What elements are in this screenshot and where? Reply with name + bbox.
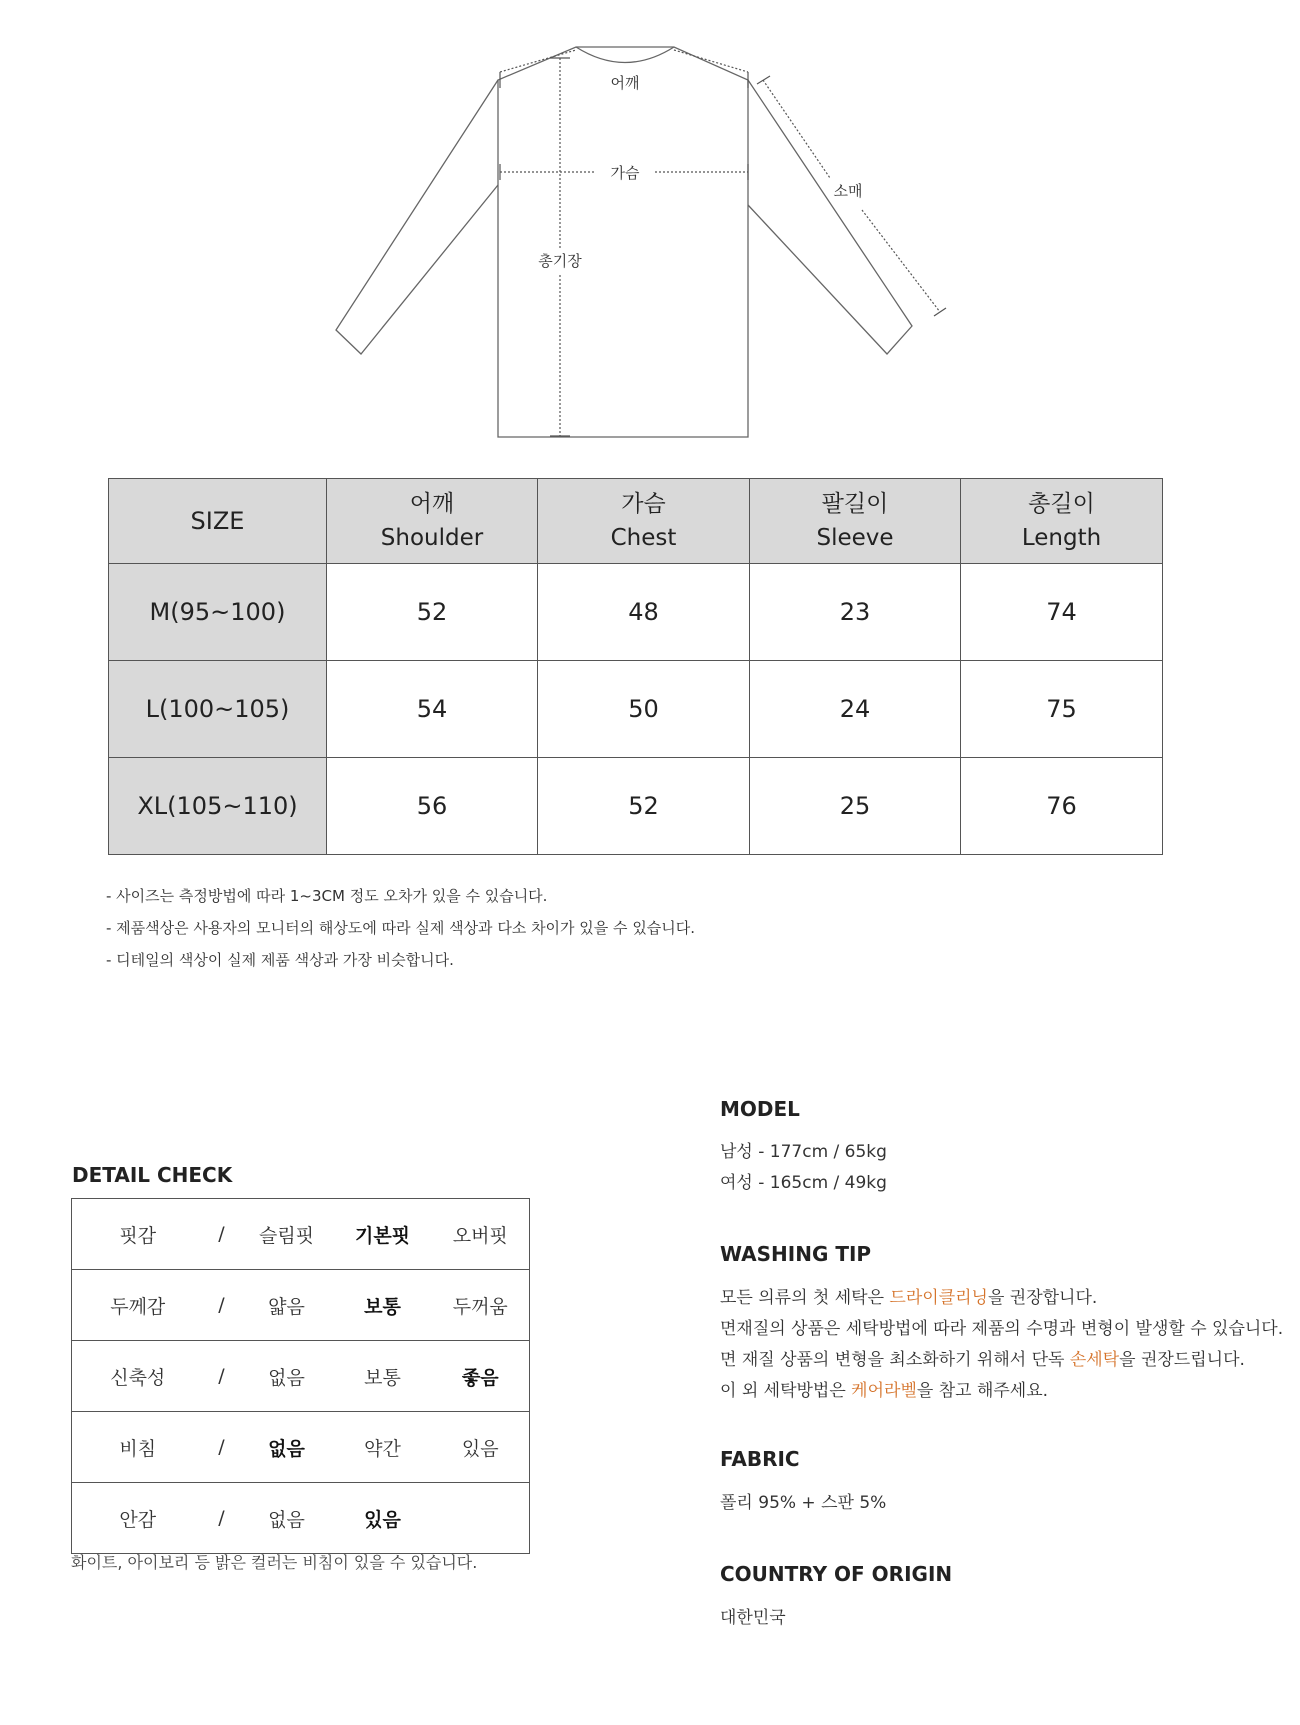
detail-check-note: 화이트, 아이보리 등 밝은 컬러는 비침이 있을 수 있습니다. (71, 1553, 478, 1572)
length-cell: 74 (961, 564, 1163, 661)
washing-line-1 (720, 1283, 1283, 1314)
model-female: 여성 - 165cm / 49kg (720, 1173, 887, 1193)
chest-dim-label: 가슴 (610, 164, 640, 182)
header-length (961, 479, 1163, 564)
detail-option-selected: 있음 (364, 1508, 401, 1531)
detail-row-thickness (72, 1270, 530, 1341)
detail-label: 비침 (72, 1412, 204, 1483)
detail-option: 슬림핏 (240, 1199, 334, 1270)
detail-option-selected: 좋음 (432, 1341, 530, 1412)
washing-line-3-text: 면 재질 상품의 변형을 최소화하기 위해서 단독 (720, 1350, 1070, 1370)
washing-line-1-suffix: 을 권장합니다. (987, 1288, 1098, 1308)
header-length-en: Length (1021, 525, 1102, 551)
header-shoulder-en: Shoulder (380, 525, 484, 551)
header-chest (538, 479, 750, 564)
detail-row-lining (72, 1483, 530, 1554)
model-title: MODEL (720, 1097, 800, 1121)
detail-option-selected: 없음 (240, 1412, 334, 1483)
size-note-1: - 사이즈는 측정방법에 따라 1~3CM 정도 오차가 있을 수 있습니다. (106, 887, 548, 905)
detail-option: 보통 (334, 1341, 432, 1412)
table-row (109, 564, 1163, 661)
chest-cell: 50 (538, 661, 750, 758)
washing-highlight-dryclean: 드라이클리닝 (889, 1288, 988, 1308)
length-dim-label: 총기장 (538, 252, 582, 270)
origin-text: 대한민국 (720, 1608, 786, 1628)
fabric-text: 폴리 95% + 스판 5% (720, 1493, 887, 1513)
garment-outline-svg (0, 0, 1300, 460)
detail-row-sheer (72, 1412, 530, 1483)
size-table (108, 478, 1163, 855)
washing-line-3 (720, 1345, 1283, 1376)
header-shoulder-ko: 어깨 (409, 491, 455, 517)
garment-diagram (0, 0, 1300, 460)
table-row (109, 661, 1163, 758)
shoulder-dim-label: 어깨 (610, 74, 640, 92)
detail-option: 있음 (432, 1412, 530, 1483)
detail-option: 없음 (240, 1341, 334, 1412)
detail-option: 얇음 (240, 1270, 334, 1341)
detail-option: 두꺼움 (432, 1270, 530, 1341)
detail-option: 없음 (268, 1508, 305, 1531)
washing-highlight-carelabel: 케어라벨 (851, 1381, 917, 1401)
table-row (109, 758, 1163, 855)
header-sleeve (750, 479, 961, 564)
shoulder-cell: 52 (327, 564, 538, 661)
washing-line-1-text: 모든 의류의 첫 세탁은 (720, 1288, 890, 1308)
washing-line-2: 면재질의 상품은 세탁방법에 따라 제품의 수명과 변형이 발생할 수 있습니다. (720, 1319, 1284, 1339)
detail-option: 약간 (334, 1412, 432, 1483)
detail-separator: / (204, 1270, 240, 1341)
detail-row-fit (72, 1199, 530, 1270)
header-sleeve-ko: 팔길이 (821, 491, 889, 517)
header-shoulder (327, 479, 538, 564)
washing-info (720, 1283, 1283, 1407)
header-size: SIZE (109, 479, 327, 564)
chest-cell: 52 (538, 758, 750, 855)
detail-option-selected: 기본핏 (334, 1199, 432, 1270)
detail-label: 안감 (119, 1508, 157, 1531)
detail-separator: / (218, 1507, 225, 1529)
size-notes (106, 880, 695, 976)
detail-label: 핏감 (72, 1199, 204, 1270)
detail-label: 두께감 (72, 1270, 204, 1341)
header-chest-en: Chest (610, 525, 677, 551)
size-note-2: - 제품색상은 사용자의 모니터의 해상도에 따라 실제 색상과 다소 차이가 있을 수 있습니다. (106, 919, 696, 937)
header-chest-ko: 가슴 (621, 491, 666, 517)
detail-option-selected: 보통 (334, 1270, 432, 1341)
detail-separator: / (204, 1199, 240, 1270)
detail-option: 오버핏 (432, 1199, 530, 1270)
header-length-ko: 총길이 (1028, 491, 1095, 517)
header-sleeve-en: Sleeve (816, 525, 894, 551)
shoulder-cell: 56 (327, 758, 538, 855)
length-cell: 75 (961, 661, 1163, 758)
detail-separator: / (204, 1341, 240, 1412)
washing-line-4-suffix: 을 참고 해주세요. (916, 1381, 1049, 1401)
origin-title: COUNTRY OF ORIGIN (720, 1562, 953, 1586)
detail-check-title: DETAIL CHECK (72, 1163, 233, 1187)
detail-label: 신축성 (72, 1341, 204, 1412)
washing-line-4-text: 이 외 세탁방법은 (720, 1381, 852, 1401)
fabric-title: FABRIC (720, 1447, 800, 1471)
detail-row-stretch (72, 1341, 530, 1412)
sleeve-cell: 24 (750, 661, 961, 758)
size-cell: L(100~105) (109, 661, 327, 758)
size-cell: M(95~100) (109, 564, 327, 661)
size-table-header-row (109, 479, 1163, 564)
sleeve-dim-label: 소매 (833, 182, 863, 200)
model-info (720, 1137, 887, 1199)
size-cell: XL(105~110) (109, 758, 327, 855)
sleeve-cell: 25 (750, 758, 961, 855)
washing-line-4 (720, 1376, 1283, 1407)
shoulder-cell: 54 (327, 661, 538, 758)
washing-line-3-suffix: 을 권장드립니다. (1119, 1350, 1245, 1370)
washing-title: WASHING TIP (720, 1242, 872, 1266)
model-male: 남성 - 177cm / 65kg (720, 1142, 887, 1162)
size-note-3: - 디테일의 색상이 실제 제품 색상과 가장 비슷합니다. (106, 951, 454, 969)
sleeve-cell: 23 (750, 564, 961, 661)
detail-check-table (71, 1198, 530, 1554)
washing-highlight-handwash: 손세탁 (1069, 1350, 1120, 1370)
chest-cell: 48 (538, 564, 750, 661)
detail-option (432, 1483, 530, 1554)
length-cell: 76 (961, 758, 1163, 855)
detail-separator: / (204, 1412, 240, 1483)
